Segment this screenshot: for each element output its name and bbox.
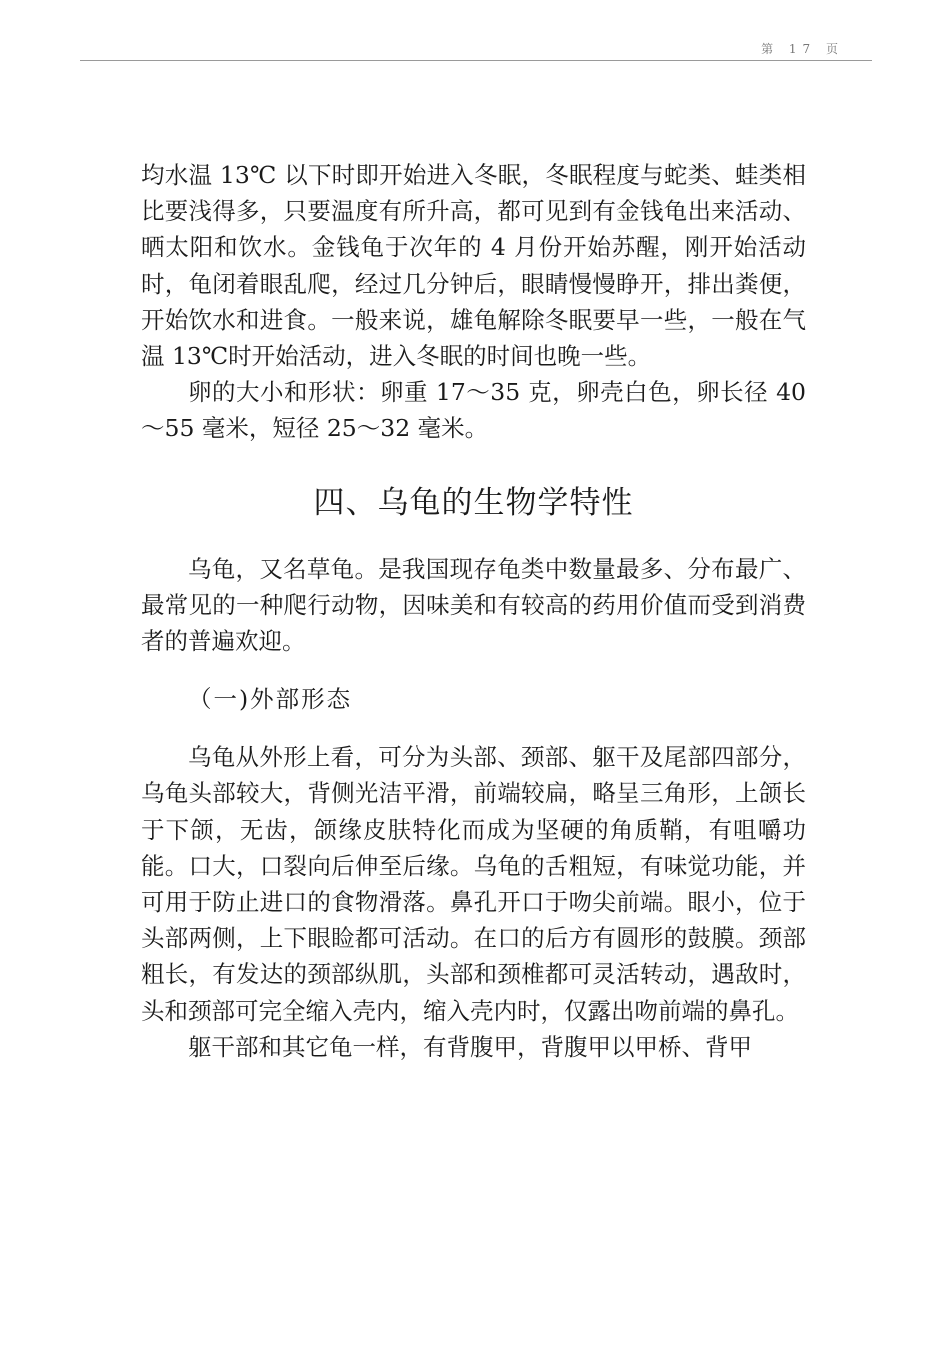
paragraph-intro: 乌龟，又名草龟。是我国现存龟类中数量最多、分布最广、最常见的一种爬行动物，因味美和有较高的药用价值而受到消费者的普遍欢迎。 — [141, 554, 806, 656]
paragraph-egg-size: 卵的大小和形状：卵重 17～35 克，卵壳白色，卵长径 40～55 毫米，短径 25～32 毫米。 — [141, 378, 806, 443]
paragraph-external-form: 乌龟从外形上看，可分为头部、颈部、躯干及尾部四部分，乌龟头部较大，背侧光洁平滑，前端较扁，略呈三角形，上颌长于下颌，无齿，颌缘皮肤特化而成为坚硬的角质鞘，有咀嚼功能。口大，口裂向后伸至后缘。乌龟的舌粗短，有味觉功能，并可用于防止进口的食物滑落。鼻孔开口于吻尖前端。眼小，位于头部两侧，上下眼睑都可活动。在口的后方有圆形的鼓膜。颈部粗长，有发达的颈部纵肌，头部和颈椎都可灵活转动，遇敌时，头和颈部可完全缩入壳内，缩入壳内时，仅露出吻前端的鼻孔。 — [141, 743, 806, 1025]
page-number: 第 17 页 — [761, 42, 844, 56]
page-header — [80, 38, 872, 61]
document-body — [141, 157, 806, 1065]
section-title: 四、乌龟的生物学特性 — [313, 484, 634, 521]
paragraph-trunk: 躯干部和其它龟一样，有背腹甲，背腹甲以甲桥、背甲 — [188, 1032, 752, 1061]
subheading-external-form: （一)外部形态 — [188, 685, 353, 714]
paragraph-hibernation: 均水温 13℃ 以下时即开始进入冬眠，冬眠程度与蛇类、蛙类相比要浅得多，只要温度有所升高，都可见到有金钱龟出来活动、晒太阳和饮水。金钱龟于次年的 4 月份开始苏醒，刚开始活动时，龟闭着眼乱爬，经过几分钟后，眼睛慢慢睁开，排出粪便，开始饮水和进食。一般来说，雄龟解除冬眠要早一些，一般在气温 13℃时开始活动，进入冬眠的时间也晚一些。 — [141, 161, 806, 371]
